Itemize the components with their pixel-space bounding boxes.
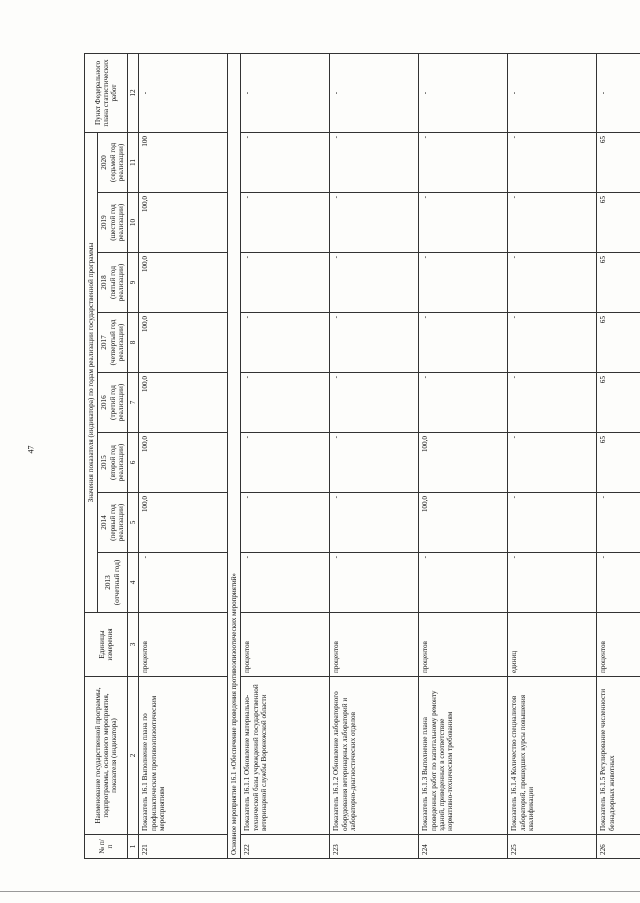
- header-name: Наименование государственной программы, подпрограммы, основного мероприятия, показателя (индикатора): [85, 677, 128, 835]
- header-values-group: Значения показателя (индикатора) по годам реализации государственной программы: [85, 132, 98, 612]
- column-number: 4: [128, 553, 139, 613]
- column-number: 9: [128, 253, 139, 313]
- column-number: 6: [128, 433, 139, 493]
- header-year: 2020 (седьмой год реализации): [98, 132, 128, 192]
- header-unit: Единицы измерения: [85, 613, 128, 677]
- column-number: 12: [128, 53, 139, 132]
- column-number: 2: [128, 677, 139, 835]
- table-row: 226 Показатель 16.1.5 Регулирование численности безнадзорных животных процентов - - 65 65 65 65 65 65 -: [597, 53, 640, 858]
- header-year: 2016 (третий год реализации): [98, 373, 128, 433]
- header-year: 2019 (шестой год реализации): [98, 193, 128, 253]
- indicators-table: [84, 53, 640, 859]
- section-row: Основное мероприятие 16.1 «Обеспечение проведения противоэпизоотических мероприятий»: [228, 53, 241, 858]
- header-no: № п/п: [85, 835, 128, 859]
- table-row: 222 Показатель 16.1.1 Обновление материально-технической базы учреждений государственной ветеринарной службы Воронежской области процентов - - - - - - - - -: [241, 53, 330, 858]
- header-plan: Пункт Федерального плана статистических работ: [85, 53, 128, 132]
- column-number: 1: [128, 835, 139, 859]
- header-year: 2017 (четвертый год реализации): [98, 313, 128, 373]
- header-row-1: [85, 53, 98, 858]
- table-row: 221 Показатель 16.1 Выполнение плана по профилактическим противоэпизоотическим мероприятиям процентов - 100,0 100,0 100,0 100,0 100,0 100,0 100 -: [139, 53, 228, 858]
- page-bottom-rule: [0, 891, 640, 892]
- page-number: 47: [26, 445, 36, 454]
- rotated-table-wrapper: [84, 54, 616, 859]
- table-row: 225 Показатель 16.1.4 Количество специалистов лабораторий, прошедших курсы повышения квалификации единиц - - - - - - - - -: [508, 53, 597, 858]
- column-number: 7: [128, 373, 139, 433]
- header-year: 2014 (первый год реализации): [98, 493, 128, 553]
- column-number: 5: [128, 493, 139, 553]
- column-number: 3: [128, 613, 139, 677]
- table-row: 224 Показатель 16.1.3 Выполнение плана проведенных работ по капитальному ремонту зданий, приведенных в соответствие нормативно-техническим требованиям процентов - 100,0 100,0 - - - - - -: [419, 53, 508, 858]
- column-number: 8: [128, 313, 139, 373]
- table-row: 223 Показатель 16.1.2 Обновление лабораторного оборудования ветеринарных лабораторий и лабораторно-диагностических отделов процентов - - - - - - - - -: [330, 53, 419, 858]
- column-number: 11: [128, 132, 139, 192]
- column-number: 10: [128, 193, 139, 253]
- column-numbers-row: [128, 53, 139, 858]
- header-year: 2018 (пятый год реализации): [98, 253, 128, 313]
- header-year: 2015 (второй год реализации): [98, 433, 128, 493]
- header-year: 2013 (отчетный год): [98, 553, 128, 613]
